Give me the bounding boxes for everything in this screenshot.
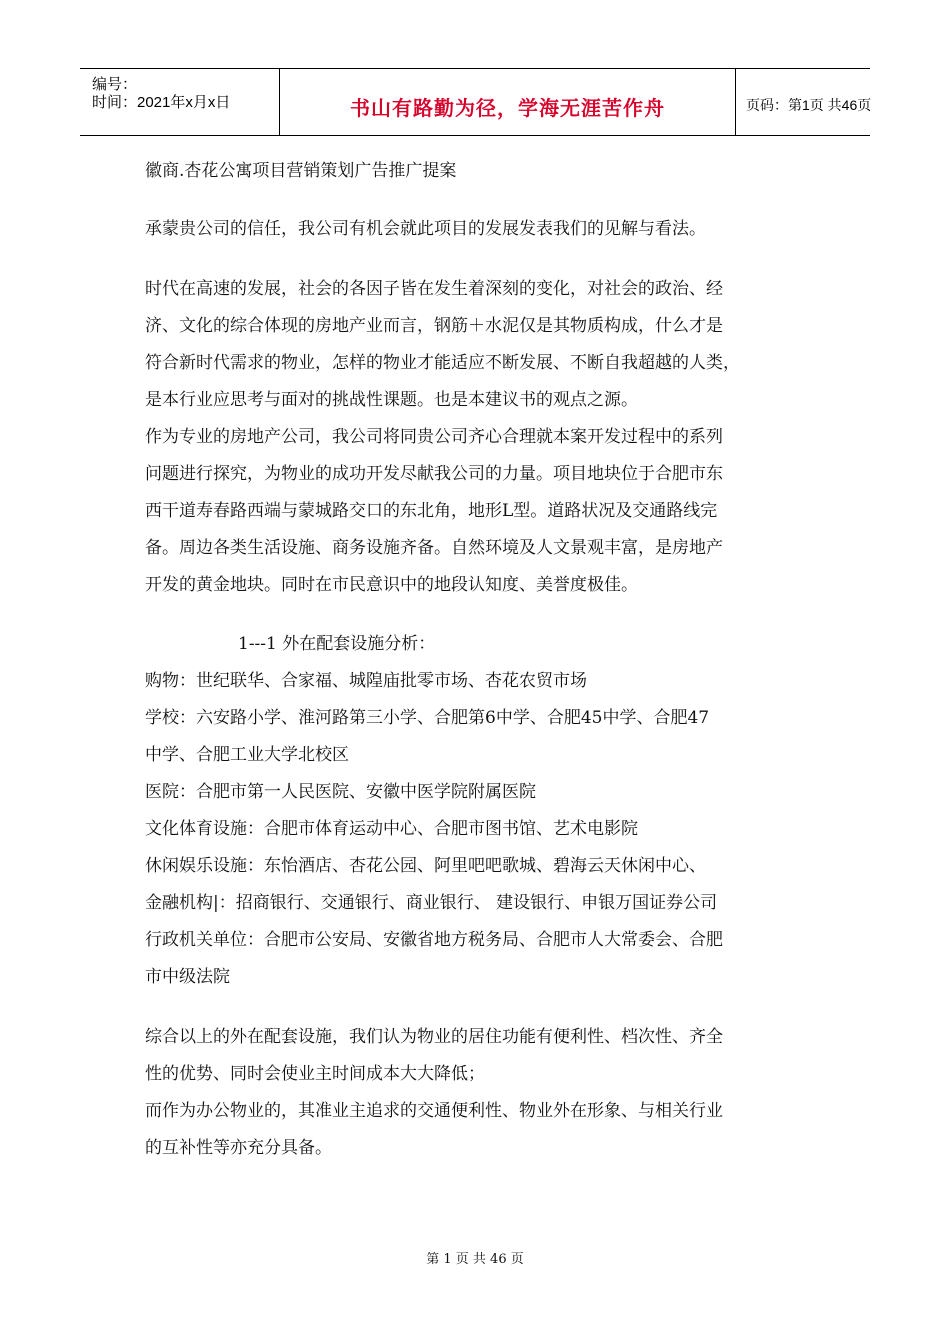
list-line: 学校：六安路小学、淮河路第三小学、合肥第6中学、合肥45中学、合肥47 bbox=[145, 708, 710, 728]
paragraph-line: 作为专业的房地产公司，我公司将同贵公司齐心合理就本案开发过程中的系列 bbox=[145, 427, 723, 447]
paragraph-line: 济、文化的综合体现的房地产业而言，钢筋＋水泥仅是其物质构成，什么才是 bbox=[145, 316, 723, 336]
paragraph-line: 备。周边各类生活设施、商务设施齐备。自然环境及人文景观丰富，是房地产 bbox=[145, 538, 723, 558]
paragraph-line: 性的优势、同时会使业主时间成本大大降低； bbox=[145, 1064, 485, 1084]
paragraph-line: 的互补性等亦充分具备。 bbox=[145, 1138, 332, 1158]
header-motto-cell bbox=[280, 69, 736, 135]
header-table bbox=[80, 68, 870, 136]
page-footer: 第 1 页 共 46 页 bbox=[426, 1252, 524, 1267]
paragraph-line: 问题进行探究，为物业的成功开发尽献我公司的力量。项目地块位于合肥市东 bbox=[145, 464, 723, 484]
header-page-cell bbox=[736, 69, 870, 135]
list-line: 医院：合肥市第一人民医院、安徽中医学院附属医院 bbox=[145, 782, 536, 802]
paragraph-line: 而作为办公物业的，其准业主追求的交通便利性、物业外在形象、与相关行业 bbox=[145, 1101, 723, 1121]
section-heading: 1---1 外在配套设施分析： bbox=[238, 634, 436, 654]
paragraph-line: 开发的黄金地块。同时在市民意识中的地段认知度、美誉度极佳。 bbox=[145, 575, 638, 595]
header-motto: 书山有路勤为径，学海无涯苦作舟 bbox=[350, 96, 665, 120]
paragraph-line: 综合以上的外在配套设施，我们认为物业的居住功能有便利性、档次性、齐全 bbox=[145, 1027, 723, 1047]
header-page-info: 页码：第1页 共46页 bbox=[746, 97, 872, 113]
document-title: 徽商.杏花公寓项目营销策划广告推广提案 bbox=[145, 161, 457, 181]
list-line: 购物：世纪联华、合家福、城隍庙批零市场、杏花农贸市场 bbox=[145, 671, 587, 691]
list-line: 市中级法院 bbox=[145, 967, 230, 987]
paragraph-line: 承蒙贵公司的信任，我公司有机会就此项目的发展发表我们的见解与看法。 bbox=[145, 219, 706, 239]
list-line: 中学、合肥工业大学北校区 bbox=[145, 745, 349, 765]
list-line: 金融机构|：招商银行、交通银行、商业银行、 建设银行、申银万国证券公司 bbox=[145, 893, 718, 913]
list-line: 文化体育设施：合肥市体育运动中心、合肥市图书馆、艺术电影院 bbox=[145, 819, 638, 839]
document-number-label: 编号： bbox=[92, 76, 138, 93]
paragraph-line: 西干道寿春路西端与蒙城路交口的东北角，地形L型。道路状况及交通路线完 bbox=[145, 501, 718, 521]
document-date-label: 时间：2021年x月x日 bbox=[92, 94, 231, 111]
paragraph-line: 是本行业应思考与面对的挑战性课题。也是本建议书的观点之源。 bbox=[145, 390, 638, 410]
paragraph-line: 时代在高速的发展，社会的各因子皆在发生着深刻的变化，对社会的政治、经 bbox=[145, 279, 723, 299]
list-line: 休闲娱乐设施：东怡酒店、杏花公园、阿里吧吧歌城、碧海云天休闲中心、 bbox=[145, 856, 706, 876]
paragraph-line: 符合新时代需求的物业，怎样的物业才能适应不断发展、不断自我超越的人类， bbox=[145, 353, 740, 373]
header-meta-cell bbox=[80, 69, 280, 135]
list-line: 行政机关单位：合肥市公安局、安徽省地方税务局、合肥市人大常委会、合肥 bbox=[145, 930, 723, 950]
